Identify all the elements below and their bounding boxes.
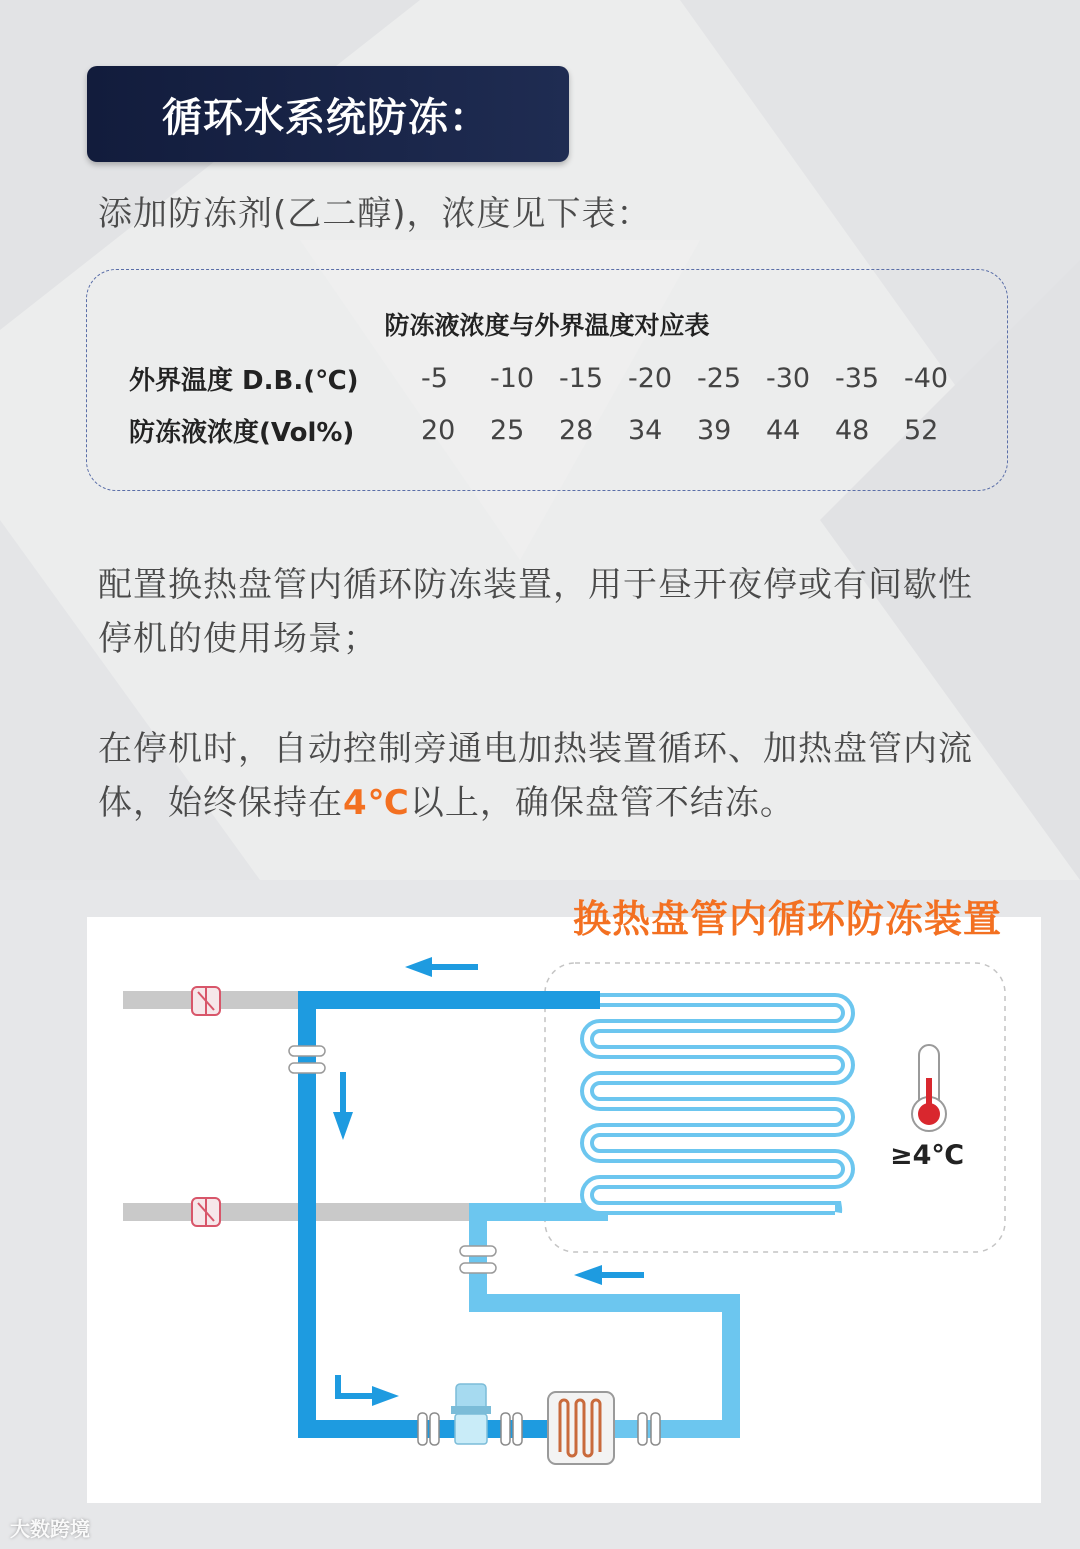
table-cell: -20 xyxy=(628,362,673,394)
valve-icon xyxy=(192,987,220,1015)
paragraph-shutdown-part2: 以上，确保盘管不结冻。 xyxy=(409,783,795,823)
table-title: 防冻液浓度与外界温度对应表 xyxy=(384,311,710,340)
table-cell: 25 xyxy=(490,414,525,446)
logo-text: 大数跨境 xyxy=(10,1517,90,1541)
table-cell: -10 xyxy=(490,362,535,394)
temperature-threshold-label: ≥4℃ xyxy=(890,1140,965,1171)
table-cell: 28 xyxy=(559,414,594,446)
table-cell: -15 xyxy=(559,362,604,394)
flow-arrow-left-top xyxy=(405,957,478,977)
section-title: 循环水系统防冻： xyxy=(162,94,490,141)
heat-exchange-coil xyxy=(587,1000,848,1212)
table-cell: 44 xyxy=(766,414,801,446)
table-cell: 34 xyxy=(628,414,663,446)
pump-icon xyxy=(451,1384,491,1444)
brand-logo xyxy=(10,1513,90,1542)
row-label-concentration: 防冻液浓度(Vol%) xyxy=(129,417,355,448)
table-cell: -40 xyxy=(904,362,949,394)
table-cell: -5 xyxy=(421,362,448,394)
diagram-title: 换热盘管内循环防冻装置 xyxy=(572,897,1002,941)
table-cell: 39 xyxy=(697,414,732,446)
paragraph-coil-device: 配置换热盘管内循环防冻装置，用于昼开夜停或有间歇性停机的使用场景； xyxy=(98,565,973,659)
intro-text: 添加防冻剂(乙二醇)，浓度见下表： xyxy=(98,194,652,234)
thermometer-icon xyxy=(912,1045,946,1131)
paragraph-shutdown-part1: 在停机时，自动控制旁通电加热装置循环、加热盘管内流体，始终保持在 xyxy=(98,729,973,823)
row-label-temperature: 外界温度 D.B.(℃) xyxy=(129,365,359,396)
valve-icon xyxy=(192,1198,220,1226)
highlight-temperature: 4℃ xyxy=(343,783,410,823)
table-cell: -30 xyxy=(766,362,811,394)
flow-arrow-down xyxy=(333,1072,353,1140)
electric-heater-icon xyxy=(548,1392,614,1464)
flow-arrow-corner xyxy=(335,1375,399,1406)
table-cell: -25 xyxy=(697,362,742,394)
table-cell: 48 xyxy=(835,414,870,446)
table-cell: -35 xyxy=(835,362,880,394)
flow-arrow-left-middle xyxy=(574,1265,644,1285)
table-cell: 20 xyxy=(421,414,456,446)
table-cell: 52 xyxy=(904,414,939,446)
